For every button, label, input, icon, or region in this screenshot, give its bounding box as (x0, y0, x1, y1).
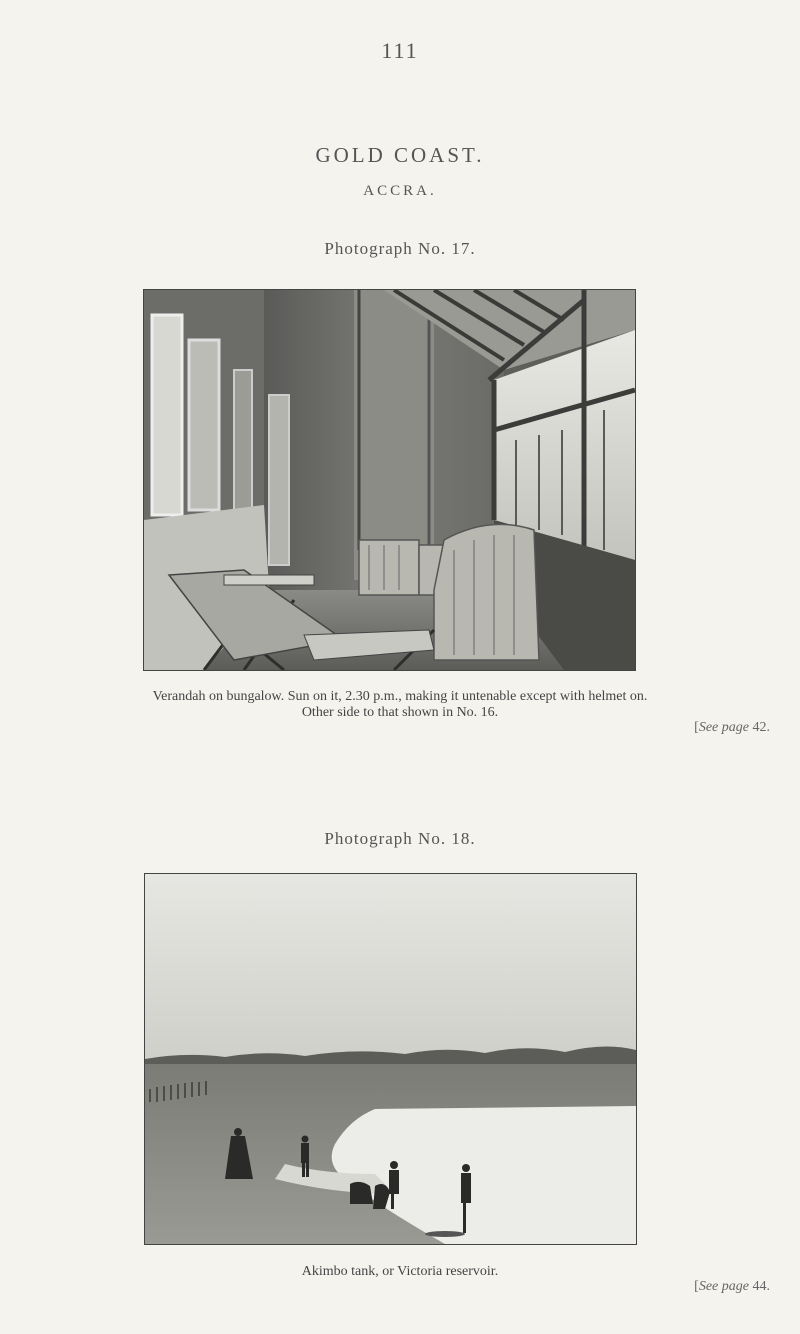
page-number: 111 (381, 38, 419, 63)
photo-18-caption: Akimbo tank, or Victoria reservoir. (301, 1264, 499, 1279)
page-heading: GOLD COAST. (315, 143, 485, 167)
verandah-photo-illustration (144, 290, 635, 670)
photo-17-see-number: 42. (749, 720, 770, 735)
reservoir-photo-illustration (145, 874, 636, 1244)
photo-18-label: Photograph No. 18. (324, 829, 476, 848)
photo-17-caption-line2: Other side to that shown in No. 16. (301, 705, 499, 720)
photo-17-label: Photograph No. 17. (324, 239, 476, 258)
photo-18-reservoir-image (144, 873, 637, 1245)
photo-17-caption-line1: Verandah on bungalow. Sun on it, 2.30 p.m., making it untenable except with helmet on. (152, 689, 648, 704)
photo-17-see-bracket: [ (694, 720, 699, 735)
page-subheading: ACCRA. (363, 183, 437, 199)
photo-18-see-bracket: [ (694, 1279, 699, 1294)
photo-17-see-page (694, 720, 770, 736)
photo-18-see-page (694, 1279, 770, 1295)
photo-17-caption (30, 689, 770, 721)
photo-17-see-label: See page (698, 720, 749, 735)
photo-18-see-number: 44. (749, 1279, 770, 1294)
photo-17-verandah-image (143, 289, 636, 671)
photo-18-see-label: See page (698, 1279, 749, 1294)
